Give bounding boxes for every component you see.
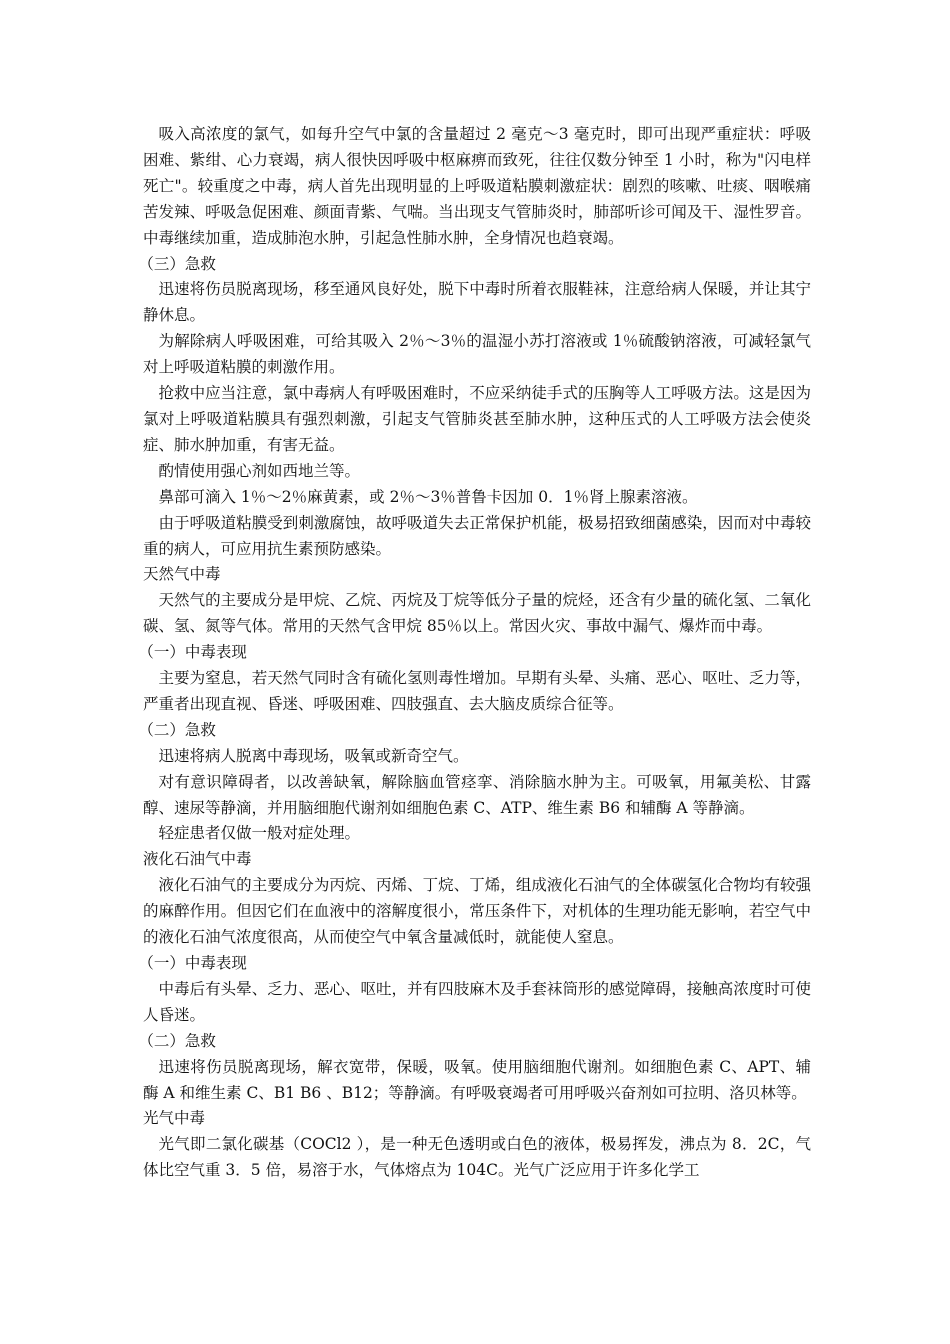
paragraph: 液化石油气的主要成分为丙烷、丙烯、丁烷、丁烯，组成液化石油气的全体碳氢化合物均有较强的麻醉作用。但因它们在血液中的溶解度很小，常压条件下，对机体的生理功能无影响，若空气中的液化石油气浓度很高，从而使空气中氧含量减低时，就能使人窒息。: [143, 876, 811, 947]
section-heading: （一）中毒表现: [138, 954, 247, 972]
paragraph: 对有意识障碍者，以改善缺氧，解除脑血管痉挛、消除脑水肿为主。可吸氧，用氟美松、甘露醇、速尿等静滴，并用脑细胞代谢剂如细胞色素 C、ATP、维生素 B6 和辅酶 A 等静滴。: [143, 772, 811, 817]
paragraph: 迅速将伤员脱离现场，移至通风良好处，脱下中毒时所着衣服鞋袜，注意给病人保暖，并让其宁静休息。: [143, 280, 811, 325]
paragraph: 由于呼吸道粘膜受到刺激腐蚀，故呼吸道失去正常保护机能，极易招致细菌感染，因而对中毒较重的病人，可应用抗生素预防感染。: [143, 513, 811, 558]
topic-heading: 液化石油气中毒: [143, 850, 252, 869]
section-heading: （二）急救: [138, 1031, 216, 1050]
section-heading: （二）急救: [138, 720, 216, 739]
paragraph: 天然气的主要成分是甲烷、乙烷、丙烷及丁烷等低分子量的烷烃，还含有少量的硫化氢、二氧化碳、氢、氮等气体。常用的天然气含甲烷 85％以上。常因火灾、事故中漏气、爆炸而中毒。: [143, 591, 811, 636]
paragraph: 光气即二氯化碳基（COCl2 ），是一种无色透明或白色的液体，极易挥发，沸点为 8．2C，气体比空气重 3．5 倍，易溶于水，气体熔点为 104C。光气广泛应用于许多化学工: [143, 1135, 811, 1180]
paragraph: 主要为窒息，若天然气同时含有硫化氢则毒性增加。早期有头晕、头痛、恶心、呕吐、乏力等，严重者出现直视、昏迷、呼吸困难、四肢强直、去大脑皮质综合征等。: [143, 669, 811, 713]
paragraph: 迅速将病人脱离中毒现场，吸氧或新奇空气。: [158, 746, 469, 765]
paragraph: 吸入高浓度的氯气，如每升空气中氯的含量超过 2 毫克～3 毫克时，即可出现严重症状：呼吸困难、紫绀、心力衰竭，病人很快因呼吸中枢麻痹而致死，往往仅数分钟至 1 小时，称为"闪电样死亡"。较重度之中毒，病人首先出现明显的上呼吸道粘膜刺激症状：剧烈的咳嗽、吐痰、咽喉痛苦发辣、呼吸急促困难、颜面青紫、气喘。当出现支气管肺炎时，肺部听诊可闻及干、湿性罗音。中毒继续加重，造成肺泡水肿，引起急性肺水肿，全身情况也趋衰竭。: [143, 125, 811, 247]
topic-heading: 天然气中毒: [143, 565, 221, 584]
document-body: [138, 122, 811, 1184]
section-heading: （一）中毒表现: [138, 643, 247, 662]
paragraph: 鼻部可滴入 1％～2％麻黄素，或 2％～3％普鲁卡因加 0．1％肾上腺素溶液。: [158, 487, 698, 506]
paragraph: 酌情使用强心剂如西地兰等。: [158, 461, 361, 480]
paragraph: 迅速将伤员脱离现场，解衣宽带，保暖，吸氧。使用脑细胞代谢剂。如细胞色素 C、APT、辅酶 A 和维生素 C、B1 B6 、B12；等静滴。有呼吸衰竭者可用呼吸兴奋剂如可拉明、洛贝林等。: [143, 1057, 811, 1102]
paragraph: 抢救中应当注意，氯中毒病人有呼吸困难时，不应采纳徒手式的压胸等人工呼吸方法。这是因为氯对上呼吸道粘膜具有强烈刺激，引起支气管肺炎甚至肺水肿，这种压式的人工呼吸方法会使炎症、肺水肿加重，有害无益。: [143, 384, 811, 454]
topic-heading: 光气中毒: [143, 1109, 206, 1128]
paragraph: 轻症患者仅做一般对症处理。: [158, 824, 361, 843]
paragraph: 为解除病人呼吸困难，可给其吸入 2％～3％的温湿小苏打溶液或 1％硫酸钠溶液，可减轻氯气对上呼吸道粘膜的刺激作用。: [143, 332, 811, 377]
section-heading: （三）急救: [138, 254, 216, 273]
paragraph: 中毒后有头晕、乏力、恶心、呕吐，并有四肢麻木及手套袜筒形的感觉障碍，接触高浓度时可使人昏迷。: [143, 979, 811, 1024]
